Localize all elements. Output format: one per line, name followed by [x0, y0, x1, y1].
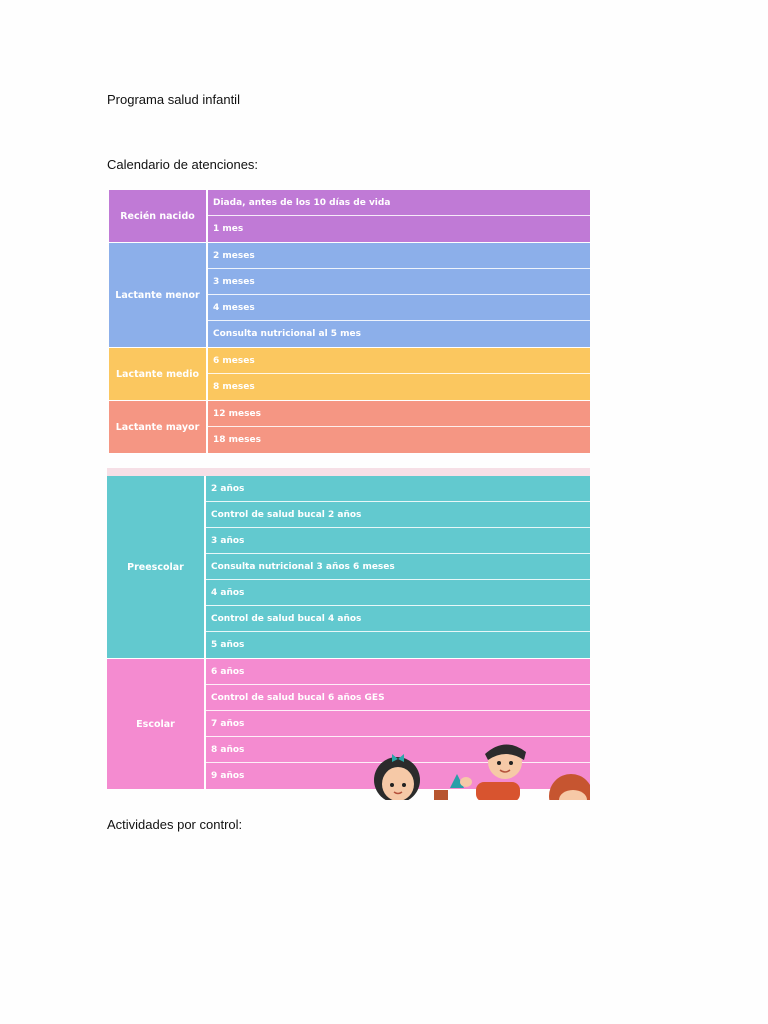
group-lactante-menor — [109, 243, 590, 348]
document-title: Programa salud infantil — [107, 92, 240, 107]
table-row: 4 años — [206, 580, 590, 606]
calendar-heading: Calendario de atenciones: — [107, 157, 259, 172]
calendar-table-infants — [109, 190, 590, 454]
table-row: Control de salud bucal 6 años GES — [206, 685, 590, 711]
table-row: 3 meses — [208, 269, 590, 295]
table-row: Consulta nutricional 3 años 6 meses — [206, 554, 590, 580]
table-row: 2 meses — [208, 243, 590, 269]
group-label: Escolar — [107, 659, 206, 789]
group-label: Lactante medio — [109, 348, 208, 400]
group-lactante-medio — [109, 348, 590, 401]
group-escolar — [107, 659, 590, 790]
table-row: 8 meses — [213, 382, 255, 392]
table-row: Control de salud bucal 2 años — [206, 502, 590, 528]
table-row: 5 años — [211, 640, 245, 650]
group-label: Lactante menor — [109, 243, 208, 347]
group-preescolar — [107, 476, 590, 659]
table-row: 18 meses — [213, 435, 261, 445]
table-row: 6 años — [206, 659, 590, 685]
table-row: 6 meses — [208, 348, 590, 374]
table-row: 9 años — [211, 771, 245, 781]
group-label: Preescolar — [107, 476, 206, 658]
table-row: 3 años — [206, 528, 590, 554]
group-recien-nacido — [109, 190, 590, 243]
table-row: 7 años — [206, 711, 590, 737]
group-lactante-mayor — [109, 401, 590, 454]
table-row: Consulta nutricional al 5 mes — [213, 329, 362, 339]
activities-heading: Actividades por control: — [107, 817, 243, 832]
table-row: 8 años — [206, 737, 590, 763]
table-divider — [107, 468, 590, 476]
table-row: 12 meses — [208, 401, 590, 427]
group-label: Recién nacido — [109, 190, 208, 242]
table-row: 4 meses — [208, 295, 590, 321]
group-label: Lactante mayor — [109, 401, 208, 453]
table-row: Control de salud bucal 4 años — [206, 606, 590, 632]
table-row: 2 años — [206, 476, 590, 502]
calendar-table-children — [107, 476, 590, 790]
table-row: 1 mes — [213, 224, 244, 234]
table-row: Diada, antes de los 10 días de vida — [208, 190, 590, 216]
